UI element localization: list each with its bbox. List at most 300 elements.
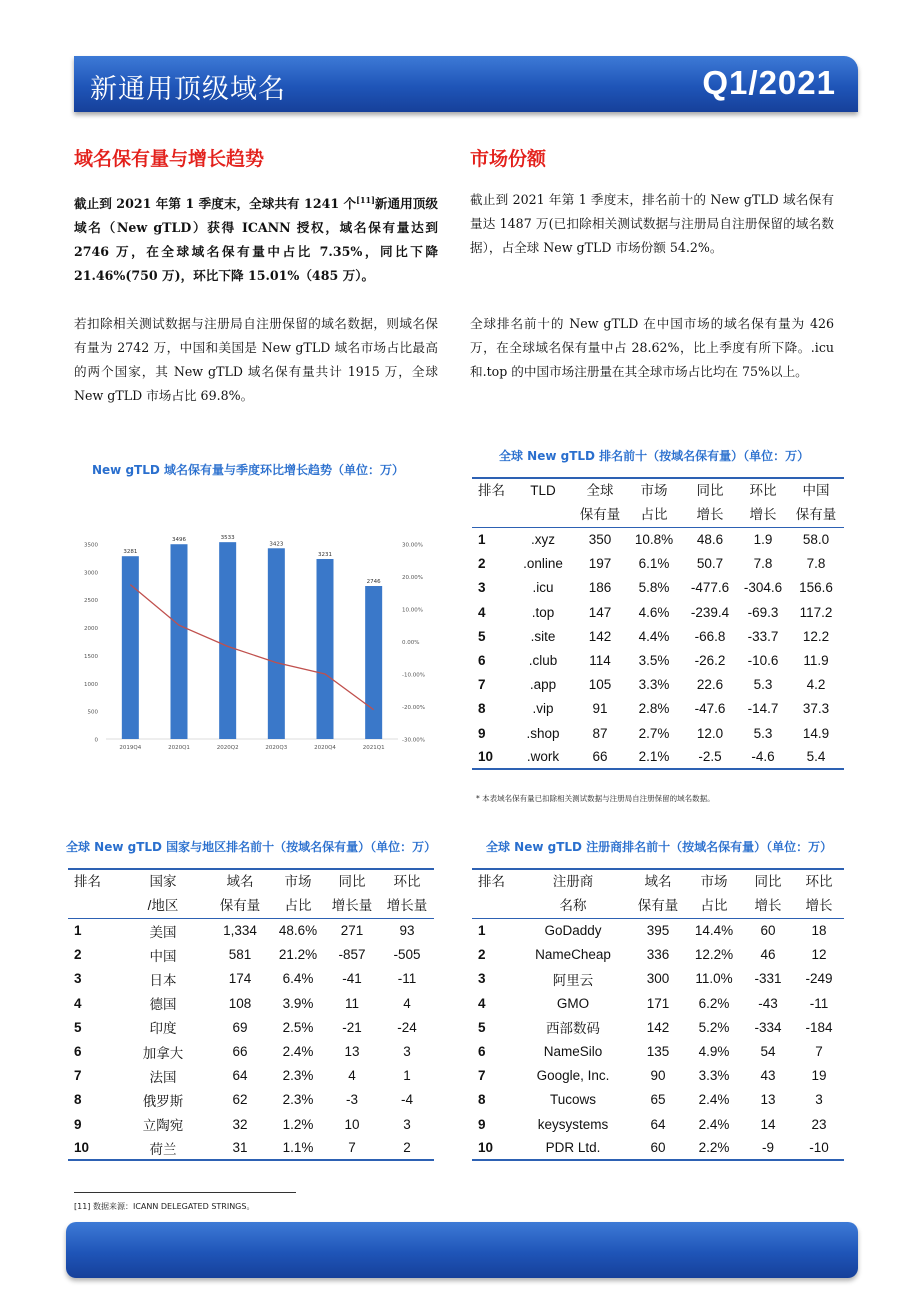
tld-header-row-2 bbox=[472, 503, 844, 528]
y-right-tick-label: 30.00% bbox=[402, 542, 423, 549]
registrar-cell: Google, Inc. bbox=[536, 1068, 610, 1084]
tld-cell: -69.3 bbox=[747, 604, 779, 620]
tld-cell: -33.7 bbox=[747, 628, 779, 644]
tld-cell: 7.8 bbox=[806, 556, 826, 572]
registrar-cell: 6 bbox=[478, 1044, 486, 1060]
registrar-header-2-1: 名称 bbox=[516, 894, 630, 919]
registrar-cell: 2.4% bbox=[698, 1116, 730, 1132]
tld-cell: -47.6 bbox=[694, 701, 726, 717]
country-cell: 93 bbox=[399, 923, 415, 939]
bar bbox=[268, 548, 285, 739]
country-cell: -21 bbox=[342, 1019, 362, 1035]
country-cell: -41 bbox=[342, 971, 362, 987]
tld-cell: 5 bbox=[478, 628, 486, 644]
tld-cell: 11.9 bbox=[803, 653, 829, 669]
x-tick-label: 2020Q4 bbox=[314, 745, 336, 751]
tld-cell: 156.6 bbox=[799, 580, 833, 596]
country-cell: -505 bbox=[393, 947, 421, 963]
tld-cell: .site bbox=[530, 628, 556, 644]
right-section-title: 市场份额 bbox=[470, 148, 547, 170]
country-cell: 66 bbox=[232, 1044, 248, 1060]
country-cell: 美国 bbox=[149, 924, 177, 940]
y-left-tick-label: 2000 bbox=[84, 626, 98, 633]
left-section-title: 域名保有量与增长趋势 bbox=[74, 148, 265, 170]
tld-cell: 2 bbox=[478, 556, 486, 572]
country-cell: 4 bbox=[403, 995, 411, 1011]
country-cell: -11 bbox=[397, 971, 417, 987]
country-row bbox=[68, 1015, 434, 1039]
country-cell: -857 bbox=[338, 947, 366, 963]
left-para-1-rest: 新通用顶级域名（New gTLD）获得 ICANN 授权，域名保有量达到 2746 万，在全球域名保有量中占比 7.35%，同比下降 21.46%(750 万)，环比下降 15.01%（485 万）。 bbox=[74, 196, 439, 284]
tld-cell: 117.2 bbox=[799, 604, 833, 620]
tld-header-1-4: 同比 bbox=[696, 483, 724, 498]
right-para-1: 截止到 2021 年第 1 季度末，排名前十的 New gTLD 域名保有量达 1487 万(已扣除相关测试数据与注册局自注册保留的域名数据），占全球 New gTLD 市场份额 54.2%。 bbox=[470, 192, 834, 255]
x-tick-label: 2019Q4 bbox=[119, 745, 142, 751]
tld-cell: -304.6 bbox=[743, 580, 783, 596]
tld-cell: 87 bbox=[592, 725, 608, 741]
tld-cell: 4.2 bbox=[806, 677, 826, 693]
right-para-2: 全球排名前十的 New gTLD 在中国市场的域名保有量为 426 万，在全球域名保有量中占 28.62%，比上季度有所下降。.icu 和.top 的中国市场注册量在其全球市场占比均在 75%以上。 bbox=[470, 316, 834, 379]
tld-header-1-3: 市场 bbox=[640, 483, 668, 498]
registrar-cell: 14 bbox=[760, 1116, 776, 1132]
country-cell: 7 bbox=[348, 1140, 356, 1156]
tld-cell: .icu bbox=[532, 580, 554, 596]
registrar-row bbox=[472, 1015, 844, 1039]
country-cell: -4 bbox=[400, 1092, 413, 1108]
country-cell: 69 bbox=[232, 1019, 248, 1035]
trend-chart-svg bbox=[72, 520, 450, 760]
registrar-cell: 142 bbox=[646, 1019, 670, 1035]
registrar-header-1-4: 同比 bbox=[754, 874, 782, 889]
tld-cell: 10.8% bbox=[634, 532, 674, 548]
country-cell: 1.2% bbox=[282, 1116, 314, 1132]
country-header-2-4: 增长量 bbox=[324, 894, 380, 919]
footer-banner bbox=[66, 1222, 858, 1278]
country-header-row-2 bbox=[68, 894, 434, 919]
registrar-cell: PDR Ltd. bbox=[545, 1140, 601, 1156]
tld-cell: .online bbox=[523, 556, 563, 572]
tld-cell: -477.6 bbox=[690, 580, 730, 596]
country-cell: 581 bbox=[228, 947, 252, 963]
footnote: [11] 数据来源：ICANN DELEGATED STRINGS。 bbox=[74, 1202, 255, 1211]
bar-data-label: 3423 bbox=[269, 541, 284, 548]
country-cell: 271 bbox=[340, 923, 364, 939]
y-right-tick-label: 10.00% bbox=[402, 607, 423, 614]
registrar-row bbox=[472, 967, 844, 991]
tld-cell: 12.0 bbox=[696, 725, 724, 741]
y-right-tick-label: -20.00% bbox=[402, 705, 425, 711]
tld-cell: -2.5 bbox=[698, 749, 722, 765]
tld-cell: 5.3 bbox=[753, 725, 773, 741]
header-quarter: Q1/2021 bbox=[702, 64, 836, 101]
country-header-row-1 bbox=[68, 869, 434, 894]
country-row bbox=[68, 1088, 434, 1112]
registrar-cell: 7 bbox=[815, 1044, 823, 1060]
tld-cell: 186 bbox=[588, 580, 612, 596]
country-cell: 4 bbox=[74, 995, 82, 1011]
country-header-2-3: 占比 bbox=[272, 894, 324, 919]
registrar-cell: -334 bbox=[754, 1019, 782, 1035]
registrar-row bbox=[472, 919, 844, 943]
country-cell: 2.4% bbox=[282, 1044, 314, 1060]
registrar-cell: 46 bbox=[760, 947, 776, 963]
registrar-cell: 4 bbox=[478, 995, 486, 1011]
tld-cell: 350 bbox=[588, 532, 612, 548]
y-right-tick-label: -30.00% bbox=[402, 737, 425, 744]
tld-cell: 22.6 bbox=[696, 677, 724, 693]
country-cell: 108 bbox=[228, 995, 252, 1011]
tld-cell: 7 bbox=[478, 677, 486, 693]
registrar-table bbox=[472, 868, 844, 1161]
bar-data-label: 3231 bbox=[318, 551, 332, 558]
country-cell: 31 bbox=[232, 1140, 248, 1156]
registrar-header-1-1: 注册商 bbox=[552, 874, 594, 889]
tld-cell: 91 bbox=[592, 701, 608, 717]
registrar-header-1-0: 排名 bbox=[478, 874, 505, 889]
country-cell: 1,334 bbox=[223, 923, 257, 939]
footnote-divider bbox=[74, 1192, 296, 1193]
tld-row bbox=[472, 697, 844, 721]
y-left-tick-label: 3500 bbox=[84, 542, 98, 549]
registrar-cell: 19 bbox=[811, 1068, 827, 1084]
country-row bbox=[68, 1112, 434, 1136]
tld-cell: .top bbox=[531, 604, 555, 620]
country-header-2-1: /地区 bbox=[118, 894, 208, 919]
bar-data-label: 3281 bbox=[123, 549, 138, 556]
registrar-cell: NameSilo bbox=[543, 1044, 603, 1060]
left-para-1-text: 截止到 2021 年第 1 季度末，全球共有 1241 个 bbox=[74, 196, 357, 212]
tld-cell: 5.3 bbox=[753, 677, 773, 693]
tld-cell: 2.7% bbox=[638, 725, 670, 741]
tld-header-1-1: TLD bbox=[530, 483, 556, 498]
tld-row bbox=[472, 528, 844, 552]
x-tick-label: 2021Q1 bbox=[362, 745, 385, 751]
tld-row bbox=[472, 745, 844, 769]
country-cell: 13 bbox=[344, 1044, 360, 1060]
country-cell: 62 bbox=[232, 1092, 248, 1108]
tld-header-2-6: 保有量 bbox=[788, 503, 844, 528]
registrar-header-row-2 bbox=[472, 894, 844, 919]
registrar-cell: GMO bbox=[556, 995, 590, 1011]
registrar-cell: 23 bbox=[811, 1116, 827, 1132]
country-cell: 174 bbox=[228, 971, 252, 987]
tld-cell: 1.9 bbox=[753, 532, 773, 548]
registrar-cell: 13 bbox=[760, 1092, 776, 1108]
tld-cell: 4 bbox=[478, 604, 486, 620]
tld-cell: -239.4 bbox=[690, 604, 730, 620]
registrar-cell: 18 bbox=[811, 923, 827, 939]
country-cell: 64 bbox=[232, 1068, 248, 1084]
country-cell: 中国 bbox=[149, 948, 177, 964]
tld-cell: 5.8% bbox=[638, 580, 670, 596]
registrar-cell: 11.0% bbox=[695, 971, 733, 987]
country-cell: 4 bbox=[348, 1068, 356, 1084]
tld-cell: 142 bbox=[588, 628, 612, 644]
registrar-header-row-1 bbox=[472, 869, 844, 894]
country-cell: -24 bbox=[397, 1019, 417, 1035]
x-tick-label: 2020Q1 bbox=[168, 745, 190, 751]
registrar-cell: 64 bbox=[650, 1116, 666, 1132]
country-cell: 立陶宛 bbox=[142, 1118, 184, 1134]
bar bbox=[365, 586, 382, 739]
tld-table-note: * 本表域名保有量已扣除相关测试数据与注册局自注册保留的域名数据。 bbox=[476, 794, 715, 803]
registrar-cell: -184 bbox=[805, 1019, 833, 1035]
registrar-cell: NameCheap bbox=[535, 947, 611, 963]
registrar-cell: 14.4% bbox=[694, 923, 734, 939]
country-cell: 21.2% bbox=[278, 947, 318, 963]
tld-header-2-3: 占比 bbox=[626, 503, 682, 528]
tld-cell: 37.3 bbox=[802, 701, 830, 717]
registrar-cell: 2 bbox=[478, 947, 486, 963]
tld-cell: -26.2 bbox=[694, 653, 726, 669]
chart-title: New gTLD 域名保有量与季度环比增长趋势（单位：万） bbox=[92, 463, 405, 477]
registrar-cell: 3 bbox=[815, 1092, 823, 1108]
country-row bbox=[68, 919, 434, 943]
country-header-1-3: 市场 bbox=[284, 874, 312, 889]
country-cell: 德国 bbox=[149, 997, 177, 1013]
registrar-cell: 60 bbox=[650, 1140, 666, 1156]
tld-header-2-0 bbox=[472, 503, 512, 528]
registrar-cell: -10 bbox=[809, 1140, 829, 1156]
registrar-header-1-5: 环比 bbox=[805, 874, 833, 889]
tld-header-2-4: 增长 bbox=[682, 503, 738, 528]
tld-cell: 50.7 bbox=[696, 556, 724, 572]
tld-cell: 9 bbox=[478, 725, 486, 741]
registrar-row bbox=[472, 1088, 844, 1112]
y-left-tick-label: 1500 bbox=[84, 653, 98, 660]
tld-cell: 2.1% bbox=[638, 749, 670, 765]
country-cell: 3 bbox=[403, 1044, 411, 1060]
country-cell: 10 bbox=[74, 1140, 90, 1156]
registrar-header-2-0 bbox=[472, 894, 516, 919]
tld-header-2-2: 保有量 bbox=[574, 503, 626, 528]
country-cell: 8 bbox=[74, 1092, 82, 1108]
tld-cell: 58.0 bbox=[802, 532, 830, 548]
tld-row bbox=[472, 600, 844, 624]
tld-cell: 66 bbox=[592, 749, 608, 765]
footnote-ref: [11] bbox=[356, 195, 375, 205]
registrar-cell: 2.2% bbox=[698, 1140, 730, 1156]
tld-table bbox=[472, 477, 844, 770]
registrar-cell: 60 bbox=[760, 923, 776, 939]
registrar-cell: GoDaddy bbox=[544, 923, 602, 939]
tld-cell: -4.6 bbox=[751, 749, 775, 765]
registrar-cell: -43 bbox=[758, 995, 778, 1011]
registrar-cell: keysystems bbox=[537, 1116, 609, 1132]
registrar-row bbox=[472, 1039, 844, 1063]
country-header-1-1: 国家 bbox=[149, 874, 177, 889]
tld-cell: 4.4% bbox=[638, 628, 670, 644]
registrar-header-2-2: 保有量 bbox=[630, 894, 686, 919]
bar-data-label: 3533 bbox=[220, 535, 235, 542]
country-cell: 日本 bbox=[149, 972, 177, 988]
country-cell: -3 bbox=[345, 1092, 358, 1108]
country-header-2-0 bbox=[68, 894, 118, 919]
country-row bbox=[68, 991, 434, 1015]
tld-cell: .vip bbox=[532, 701, 554, 717]
x-tick-label: 2020Q3 bbox=[265, 745, 288, 751]
registrar-cell: 54 bbox=[760, 1044, 776, 1060]
tld-row bbox=[472, 648, 844, 672]
country-header-2-2: 保有量 bbox=[208, 894, 272, 919]
registrar-cell: 300 bbox=[646, 971, 670, 987]
tld-header-1-6: 中国 bbox=[802, 483, 830, 498]
country-cell: 1 bbox=[74, 923, 82, 939]
tld-cell: -10.6 bbox=[747, 653, 779, 669]
registrar-cell: 4.9% bbox=[698, 1044, 730, 1060]
tld-cell: .app bbox=[529, 677, 557, 693]
registrar-header-1-2: 域名 bbox=[644, 874, 672, 889]
country-cell: 5 bbox=[74, 1019, 82, 1035]
country-cell: 荷兰 bbox=[149, 1141, 177, 1157]
registrar-row bbox=[472, 1112, 844, 1136]
y-right-tick-label: -10.00% bbox=[402, 672, 425, 679]
tld-table-title: 全球 New gTLD 排名前十（按域名保有量）（单位：万） bbox=[499, 449, 810, 463]
y-left-tick-label: 0 bbox=[94, 737, 98, 744]
registrar-header-2-4: 增长 bbox=[742, 894, 794, 919]
tld-header-row-1 bbox=[472, 478, 844, 503]
registrar-table-title: 全球 New gTLD 注册商排名前十（按域名保有量）（单位：万） bbox=[486, 840, 833, 854]
registrar-cell: 65 bbox=[650, 1092, 666, 1108]
bar bbox=[317, 559, 334, 739]
country-cell: 6 bbox=[74, 1044, 82, 1060]
y-right-tick-label: 20.00% bbox=[402, 575, 423, 581]
country-cell: 2.3% bbox=[282, 1092, 314, 1108]
country-row bbox=[68, 1136, 434, 1160]
tld-cell: 3.3% bbox=[638, 677, 670, 693]
registrar-cell: 7 bbox=[478, 1068, 486, 1084]
tld-cell: 48.6 bbox=[696, 532, 724, 548]
registrar-cell: 5.2% bbox=[698, 1019, 730, 1035]
tld-cell: 147 bbox=[588, 604, 612, 620]
tld-header-1-2: 全球 bbox=[586, 483, 614, 498]
tld-header-1-5: 环比 bbox=[749, 483, 777, 498]
registrar-header-2-3: 占比 bbox=[686, 894, 742, 919]
registrar-row bbox=[472, 1064, 844, 1088]
country-cell: 2 bbox=[403, 1140, 411, 1156]
bar-data-label: 2746 bbox=[366, 579, 381, 586]
y-left-tick-label: 1000 bbox=[84, 681, 98, 688]
registrar-header-2-5: 增长 bbox=[794, 894, 844, 919]
tld-cell: 3 bbox=[478, 580, 486, 596]
country-cell: 3 bbox=[74, 971, 82, 987]
registrar-cell: 6.2% bbox=[698, 995, 730, 1011]
tld-cell: -66.8 bbox=[694, 628, 726, 644]
registrar-header-1-3: 市场 bbox=[700, 874, 728, 889]
country-cell: 加拿大 bbox=[142, 1045, 184, 1061]
country-cell: 法国 bbox=[149, 1069, 177, 1085]
x-tick-label: 2020Q2 bbox=[216, 745, 239, 751]
registrar-cell: 171 bbox=[646, 995, 670, 1011]
tld-cell: .shop bbox=[526, 725, 560, 741]
country-cell: 6.4% bbox=[282, 971, 314, 987]
left-para-1 bbox=[74, 188, 438, 288]
header-title: 新通用顶级域名 bbox=[90, 74, 286, 105]
country-header-1-0: 排名 bbox=[74, 874, 101, 889]
country-cell: 印度 bbox=[149, 1021, 177, 1037]
country-header-2-5: 增长量 bbox=[380, 894, 434, 919]
tld-cell: 14.9 bbox=[802, 725, 830, 741]
y-left-tick-label: 3000 bbox=[84, 570, 98, 577]
tld-row bbox=[472, 624, 844, 648]
registrar-cell: 12.2% bbox=[694, 947, 734, 963]
tld-row bbox=[472, 552, 844, 576]
country-cell: 1.1% bbox=[282, 1140, 314, 1156]
country-cell: 32 bbox=[232, 1116, 248, 1132]
registrar-cell: -331 bbox=[754, 971, 782, 987]
registrar-cell: 395 bbox=[646, 923, 670, 939]
registrar-cell: 10 bbox=[478, 1140, 494, 1156]
y-left-tick-label: 500 bbox=[87, 709, 98, 716]
registrar-cell: 西部数码 bbox=[546, 1021, 600, 1038]
country-cell: 9 bbox=[74, 1116, 82, 1132]
registrar-row bbox=[472, 1136, 844, 1160]
country-row bbox=[68, 1039, 434, 1063]
country-table bbox=[68, 868, 434, 1161]
tld-cell: 2.8% bbox=[638, 701, 670, 717]
tld-row bbox=[472, 576, 844, 600]
country-row bbox=[68, 943, 434, 967]
tld-cell: .club bbox=[528, 653, 558, 669]
registrar-cell: 336 bbox=[646, 947, 670, 963]
tld-cell: 4.6% bbox=[638, 604, 670, 620]
bar bbox=[171, 544, 188, 739]
registrar-cell: 135 bbox=[646, 1044, 670, 1060]
country-table-title: 全球 New gTLD 国家与地区排名前十（按域名保有量）（单位：万） bbox=[66, 840, 437, 854]
registrar-cell: 12 bbox=[811, 947, 827, 963]
country-cell: 2.3% bbox=[282, 1068, 314, 1084]
registrar-cell: -249 bbox=[805, 971, 833, 987]
country-cell: 3.9% bbox=[282, 995, 314, 1011]
country-cell: 2.5% bbox=[282, 1019, 314, 1035]
registrar-cell: 3.3% bbox=[698, 1068, 730, 1084]
trend-chart bbox=[72, 520, 450, 760]
registrar-cell: 9 bbox=[478, 1116, 486, 1132]
country-cell: 10 bbox=[344, 1116, 360, 1132]
bar bbox=[122, 556, 139, 739]
tld-cell: -14.7 bbox=[747, 701, 779, 717]
country-cell: 11 bbox=[344, 995, 359, 1011]
country-header-1-5: 环比 bbox=[393, 874, 421, 889]
country-cell: 48.6% bbox=[278, 923, 318, 939]
tld-cell: 12.2 bbox=[802, 628, 830, 644]
registrar-cell: 43 bbox=[760, 1068, 776, 1084]
country-cell: 3 bbox=[403, 1116, 411, 1132]
country-header-1-4: 同比 bbox=[338, 874, 366, 889]
country-header-1-2: 域名 bbox=[226, 874, 254, 889]
registrar-cell: 阿里云 bbox=[552, 972, 594, 989]
tld-cell: .work bbox=[526, 749, 560, 765]
bar bbox=[219, 542, 236, 739]
bar-data-label: 3496 bbox=[172, 537, 186, 544]
tld-header-2-1 bbox=[512, 503, 574, 528]
country-cell: 7 bbox=[74, 1068, 82, 1084]
y-left-tick-label: 2500 bbox=[84, 598, 98, 605]
left-para-2: 若扣除相关测试数据与注册局自注册保留的域名数据，则域名保有量为 2742 万，中国和美国是 New gTLD 域名市场占比最高的两个国家，其 New gTLD 域名保有量共计 1915 万，全球 New gTLD 市场占比 69.8%。 bbox=[74, 316, 438, 403]
tld-cell: 197 bbox=[588, 556, 612, 572]
registrar-cell: 5 bbox=[478, 1019, 486, 1035]
tld-cell: 3.5% bbox=[638, 653, 670, 669]
growth-line bbox=[130, 585, 373, 710]
tld-cell: .xyz bbox=[530, 532, 555, 548]
registrar-row bbox=[472, 991, 844, 1015]
header-banner bbox=[74, 56, 858, 112]
tld-cell: 105 bbox=[588, 677, 612, 693]
y-right-tick-label: 0.00% bbox=[402, 640, 420, 646]
registrar-cell: 2.4% bbox=[698, 1092, 730, 1108]
registrar-cell: -11 bbox=[809, 995, 829, 1011]
tld-cell: 6 bbox=[478, 653, 486, 669]
